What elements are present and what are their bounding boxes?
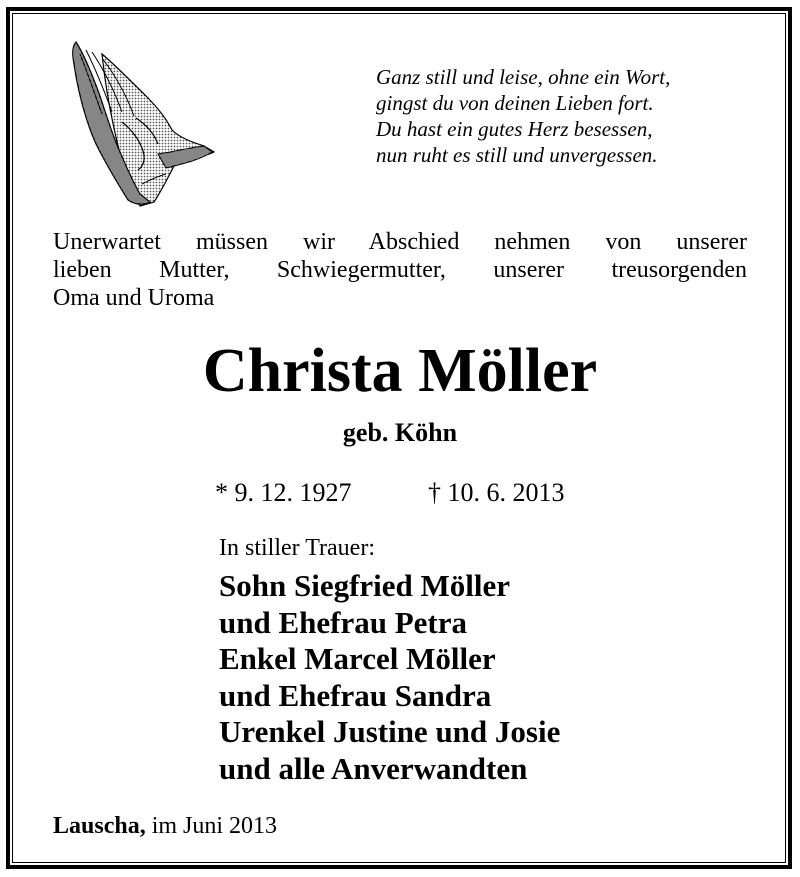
mourning-label: In stiller Trauer:	[219, 535, 375, 561]
poem-line: nun ruht es still und unvergessen.	[376, 143, 658, 167]
intro-line: lieben Mutter, Schwiegermutter, unserer treusorgenden	[53, 257, 747, 283]
poem-line: Du hast ein gutes Herz besessen,	[376, 117, 653, 141]
mourner-line: und Ehefrau Sandra	[219, 677, 492, 713]
deceased-name: Christa Möller	[202, 337, 598, 405]
mourner-line: und alle Anverwandten	[219, 750, 528, 786]
mourner-line: Urenkel Justine und Josie	[219, 714, 561, 749]
poem-line: gingst du von deinen Lieben fort.	[376, 91, 654, 115]
mourner-line: Enkel Marcel Möller	[219, 641, 496, 676]
place: Lauscha,	[53, 813, 146, 839]
praying-hands-icon	[62, 34, 222, 214]
mourner-line: und Ehefrau Petra	[219, 604, 467, 640]
mourners-list	[219, 568, 560, 787]
intro-line: Oma und Uroma	[53, 285, 215, 311]
date: im Juni 2013	[151, 813, 278, 839]
mourner-line: Sohn Siegfried Möller	[219, 568, 511, 603]
born-name: geb. Köhn	[342, 418, 458, 447]
birth-date: * 9. 12. 1927	[215, 478, 352, 507]
death-date: † 10. 6. 2013	[428, 478, 565, 507]
intro-text	[53, 228, 747, 312]
poem	[376, 64, 670, 168]
intro-line: Unerwartet müssen wir Abschied nehmen von unserer	[53, 229, 747, 255]
poem-line: Ganz still und leise, ohne ein Wort,	[376, 65, 671, 89]
place-date	[53, 812, 277, 840]
